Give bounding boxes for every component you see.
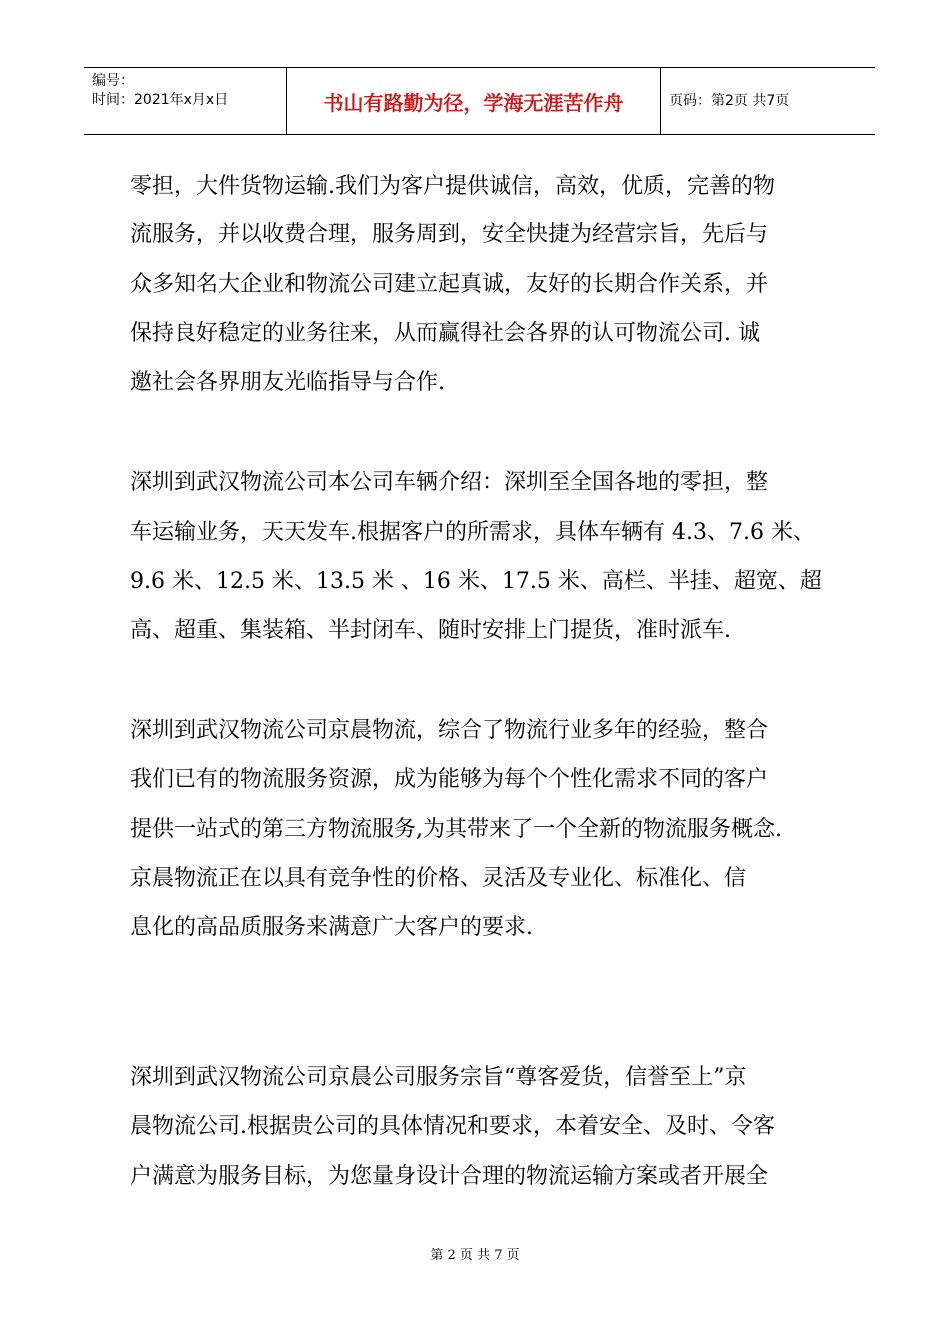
body-line: 京晨物流正在以具有竞争性的价格、灵活及专业化、标准化、信: [130, 866, 747, 891]
body-line: 保持良好稳定的业务往来，从而赢得社会各界的认可物流公司. 诚: [130, 321, 760, 346]
body-line: 9.6 米、12.5 米、13.5 米 、16 米、17.5 米、高栏、半挂、超宽、超: [130, 569, 822, 594]
body-line: 深圳到武汉物流公司京晨公司服务宗旨“尊客爱货，信誉至上”京: [130, 1065, 747, 1090]
body-line: 晨物流公司.根据贵公司的具体情况和要求，本着安全、及时、令客: [130, 1114, 775, 1139]
body-line: 邀社会各界朋友光临指导与合作.: [130, 370, 445, 395]
document-time: 时间：2021年x月x日: [92, 92, 229, 108]
document-number: 编号：: [92, 73, 134, 89]
page-footer: 第 2 页 共 7 页: [430, 1248, 520, 1263]
body-line: 众多知名大企业和物流公司建立起真诚，友好的长期合作关系，并: [130, 272, 769, 297]
body-line: 深圳到武汉物流公司本公司车辆介绍：深圳至全国各地的零担，整: [130, 470, 769, 495]
body-line: 车运输业务，天天发车.根据客户的所需求，具体车辆有 4.3、7.6 米、: [130, 520, 815, 545]
body-line: 深圳到武汉物流公司京晨物流，综合了物流行业多年的经验，整合: [130, 718, 769, 743]
header-page-number: 页码：第2页 共7页: [669, 92, 790, 109]
motto-text: 书山有路勤为径，学海无涯苦作舟: [323, 90, 624, 115]
body-line: 提供一站式的第三方物流服务,为其带来了一个全新的物流服务概念.: [130, 817, 782, 842]
body-line: 高、超重、集装箱、半封闭车、随时安排上门提货，准时派车.: [130, 618, 731, 643]
body-line: 我们已有的物流服务资源，成为能够为每个个性化需求不同的客户: [130, 767, 769, 792]
body-line: 户满意为服务目标，为您量身设计合理的物流运输方案或者开展全: [130, 1164, 769, 1189]
body-line: 零担，大件货物运输.我们为客户提供诚信，高效，优质，完善的物: [130, 174, 775, 199]
body-line: 流服务，并以收费合理，服务周到，安全快捷为经营宗旨，先后与: [130, 222, 769, 247]
body-line: 息化的高品质服务来满意广大客户的要求.: [130, 915, 533, 940]
